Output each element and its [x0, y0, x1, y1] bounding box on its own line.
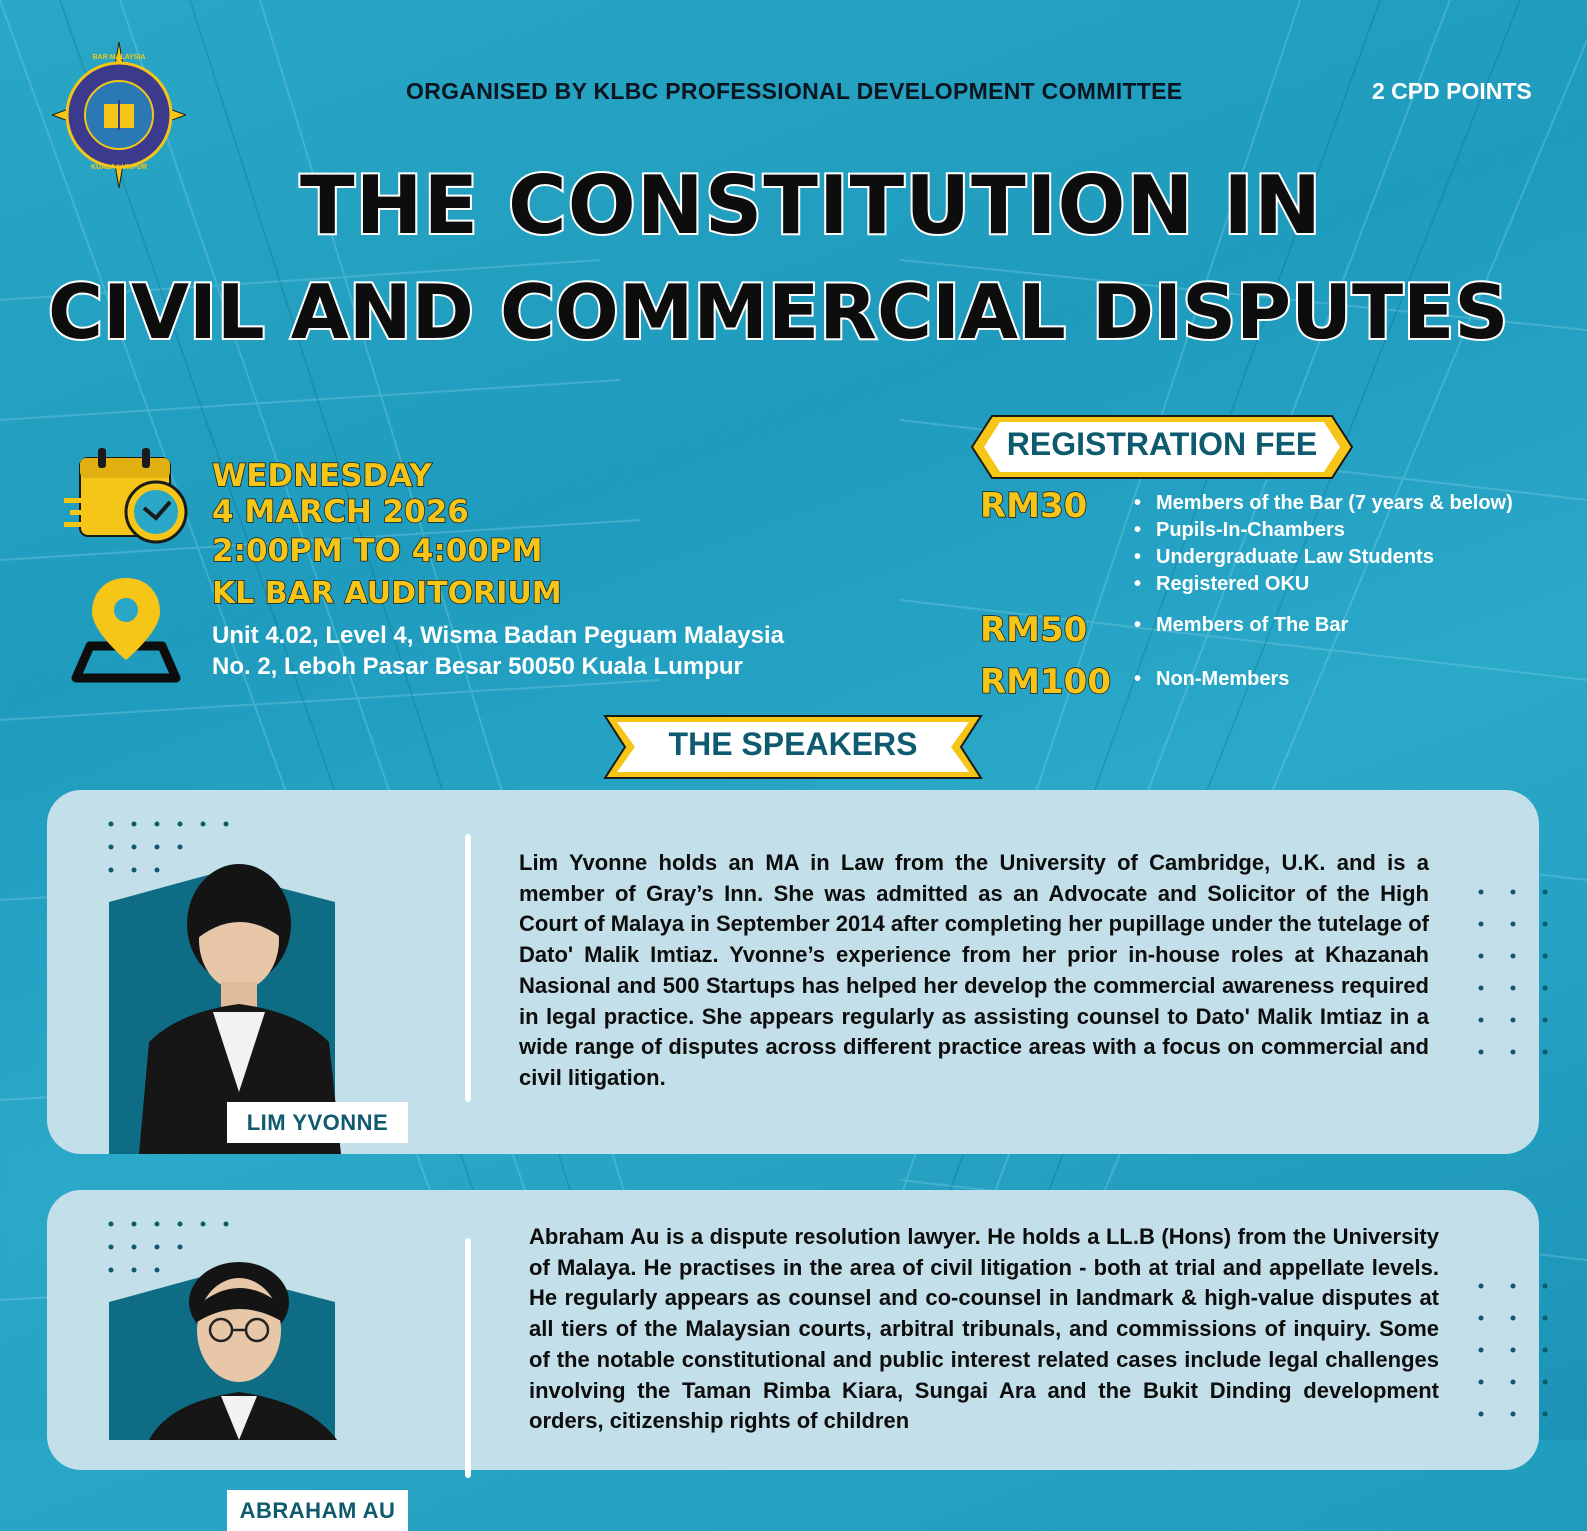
fee-item: • Members of the Bar (7 years & below)	[1132, 490, 1513, 517]
event-day: WEDNESDAY	[212, 458, 432, 494]
speaker-card	[47, 790, 1539, 1154]
fee-list-rm100	[1132, 666, 1289, 693]
speaker-bio: Lim Yvonne holds an MA in Law from the University of Cambridge, U.K. and is a member of Gray’s Inn. She was admitted as an Advocate and Solicitor of the High Court of Malaya in September 2014 after completing her pupillage under the tutelage of Dato' Malik Imtiaz. Yvonne’s experience from her prior in-house roles at Khazanah Nasional and 500 Startups has helped her develop the commercial awareness required in legal practice. She appears regularly as assisting counsel to Dato' Malik Imtiaz in a wide range of disputes across different practice areas with a focus on commercial and civil litigation.	[519, 850, 1429, 1090]
location-pin-icon	[70, 574, 182, 686]
fee-price-rm100: RM100	[980, 662, 1111, 702]
decorative-dots	[1477, 888, 1557, 1068]
fee-price-rm30: RM30	[980, 486, 1088, 526]
divider-line	[465, 1238, 471, 1478]
event-title-line1: THE CONSTITUTION IN	[300, 159, 1323, 252]
speaker-bio: Abraham Au is a dispute resolution lawyer. He holds a LL.B (Hons) from the University of Malaya. He practises in the area of civil litigation - both at trial and appellate levels. He regularly appears as counsel and co-counsel in landmark & high-value disputes at all tiers of the Malaysian courts, arbitral tribunals, and commissions of inquiry. Some of the notable constitutional and public interest related cases include legal challenges involving the Taman Rimba Kiara, Sungai Ara and the Bukit Dinding development orders, citizenship rights of children	[529, 1224, 1439, 1434]
organiser-text: ORGANISED BY KLBC PROFESSIONAL DEVELOPMENT COMMITTEE	[406, 78, 1183, 104]
registration-fee-heading: REGISTRATION FEE	[1006, 426, 1318, 462]
logo-bottom-text: KUALA LUMPUR	[90, 164, 148, 171]
fee-item: • Undergraduate Law Students	[1132, 544, 1513, 571]
cpd-points: 2 CPD POINTS	[1372, 78, 1532, 104]
fee-price-rm50: RM50	[980, 610, 1088, 650]
fee-item: • Non-Members	[1132, 666, 1289, 693]
event-time: 2:00PM TO 4:00PM	[212, 533, 543, 569]
venue-address-line1: Unit 4.02, Level 4, Wisma Badan Peguam Malaysia	[212, 622, 785, 649]
fee-item: • Registered OKU	[1132, 571, 1513, 598]
fee-list-rm50	[1132, 612, 1348, 639]
event-title-line2: CIVIL AND COMMERCIAL DISPUTES	[48, 268, 1509, 356]
decorative-dots	[1477, 1282, 1557, 1462]
venue-address-line2: No. 2, Leboh Pasar Besar 50050 Kuala Lumpur	[212, 653, 743, 680]
speakers-banner	[603, 714, 983, 780]
registration-fee-banner	[970, 414, 1354, 480]
fee-item: • Pupils-In-Chambers	[1132, 517, 1513, 544]
bar-malaysia-logo	[52, 42, 186, 188]
calendar-clock-icon	[62, 446, 190, 552]
speaker-name-tag: LIM YVONNE	[227, 1102, 408, 1143]
divider-line	[465, 834, 471, 1102]
speaker-name-tag: ABRAHAM AU	[227, 1490, 408, 1531]
event-date: 4 MARCH 2026	[212, 494, 469, 530]
speaker-card	[47, 1190, 1539, 1523]
fee-item: • Members of The Bar	[1132, 612, 1348, 639]
fee-list-rm30	[1132, 490, 1513, 598]
speaker-photo	[109, 1232, 389, 1440]
logo-top-text: BAR MALAYSIA	[92, 54, 146, 61]
speakers-heading: THE SPEAKERS	[668, 726, 918, 762]
event-venue: KL BAR AUDITORIUM	[212, 576, 562, 611]
